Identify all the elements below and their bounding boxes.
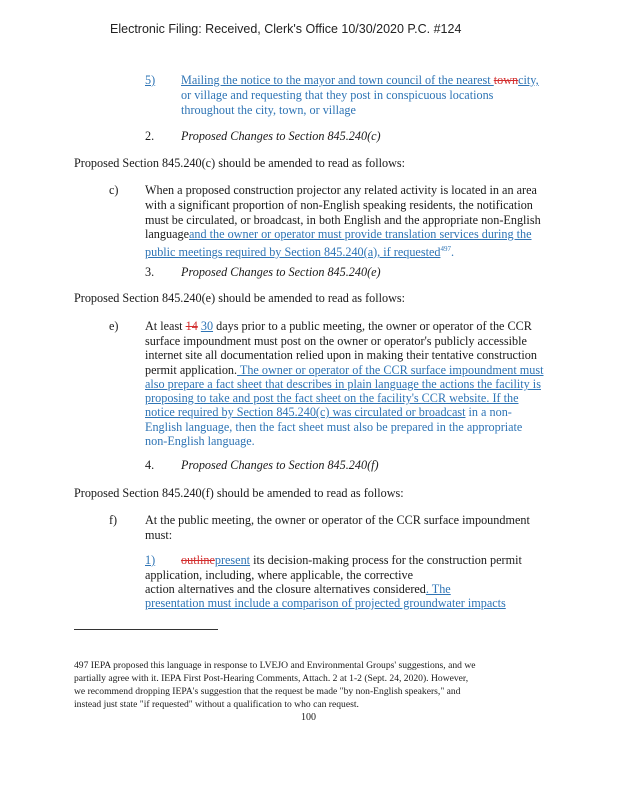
f1-inserted-present: present: [214, 553, 251, 567]
c-l3b: -English: [499, 213, 541, 227]
heading-3-number: 3.: [145, 265, 155, 279]
f1-l1b: its decision-making process for the construction permit: [250, 553, 522, 567]
heading-2-title: Proposed Changes to Section 845.240(c): [181, 129, 381, 143]
section-c-line-2: [145, 198, 533, 213]
section-e-line-7: [145, 405, 512, 420]
item-5-line-1a: Mailing the notice to the mayor and town council of the nearest: [181, 73, 494, 87]
f1-l4b: include a comparison of projected groundwater impacts: [231, 596, 506, 610]
item-5-deleted-town: town: [493, 73, 519, 87]
section-c-line-5: [145, 242, 454, 260]
item-5-line-3: throughout the city, town, or village: [181, 103, 356, 117]
item-f1-line-3: [145, 582, 451, 597]
section-f-line-1: [145, 513, 530, 528]
section-e-line-1: [145, 319, 532, 334]
f1-l3b: and the closure alternatives considered: [234, 582, 426, 596]
footnote-separator: [74, 629, 218, 630]
e-l1b: days prior to a public meeting,: [213, 319, 366, 333]
item-5-number: 5): [145, 73, 156, 87]
item-f1-line-4: [145, 596, 506, 611]
f-l1b: of the CCR surface impoundment: [362, 513, 530, 527]
section-e-line-5: also prepare a fact sheet that describes in plain language the actions the facility is: [145, 377, 541, 391]
item-f1-number: 1): [145, 553, 156, 567]
e-l7b: in a non-: [465, 405, 512, 419]
c-l3a: must be circulated, or broadcast, in both English and the appropriate non: [145, 213, 500, 227]
c-l5b: .: [450, 245, 455, 260]
e-inserted-30: 30: [200, 319, 214, 333]
e-l1c: the owner or operator of the CCR: [365, 319, 532, 333]
section-e-line-4: [145, 363, 544, 378]
c-l4a: language: [145, 227, 189, 241]
section-e-line-3: internet site all documentation relied upon in making their tentative construction: [145, 348, 537, 362]
section-e-line-2: surface impoundment must post on the owner or operator's publicly accessible: [145, 334, 527, 348]
section-e-label: e): [109, 319, 119, 333]
e-deleted-14: 14: [185, 319, 198, 333]
section-f-label: f): [109, 513, 118, 527]
section-c-label: c): [109, 183, 119, 197]
f1-l4a: presentation must: [145, 596, 232, 610]
f1-l3c-inserted: . The: [425, 582, 451, 596]
filing-header: Electronic Filing: Received, Clerk's Office 10/30/2020 P.C. #124: [110, 22, 462, 36]
e-l4a: permit application.: [145, 363, 238, 377]
footnote-line-4: instead just state "if requested" without a qualification to who can request.: [74, 699, 359, 710]
item-5-line-1: [181, 73, 539, 88]
item-f1-line-2: application, including, where applicable, the corrective: [145, 568, 414, 582]
section-f-line-2: must:: [145, 528, 173, 542]
f1-l3a: action alternatives: [145, 582, 234, 596]
paragraph-3: Proposed Section 845.240(e) should be amended to read as follows:: [74, 291, 406, 305]
c-l5a-inserted: public meetings required by Section 845.240(a), if requested: [145, 245, 441, 260]
section-e-line-6: proposing to take and post the fact sheet on the facility's CCR website. If the: [145, 391, 519, 405]
f1-deleted-outline: outline: [181, 553, 215, 567]
footnote-line-3: we recommend dropping IEPA's suggestion that the request be made "by non-English speakers," and: [74, 686, 461, 697]
section-c-line-4: [145, 227, 532, 242]
footnote-line-2: partially agree with it. IEPA First Post-Hearing Comments, Attach. 2 at 1-2 (Sept. 24, 2020). However,: [74, 673, 469, 684]
heading-4-title: Proposed Changes to Section 845.240(f): [181, 458, 379, 472]
footnote-line-1: 497 IEPA proposed this language in response to LVEJO and Environmental Groups' suggestions, and we: [74, 660, 476, 671]
item-5-inserted-city: city,: [518, 73, 539, 87]
c-l1b: or any related activity is located in an area: [330, 183, 537, 197]
item-5-line-2: or village and requesting that they post in conspicuous locations: [181, 88, 494, 102]
c-l4b-inserted: and the owner or operator must provide translation services during the: [189, 227, 532, 241]
item-f1-line-1: [181, 553, 522, 568]
f-l1a: At the public meeting, the owner or operator: [145, 513, 363, 527]
page-number: 100: [301, 712, 316, 723]
heading-2-number: 2.: [145, 129, 155, 143]
heading-3-title: Proposed Changes to Section 845.240(e): [181, 265, 381, 279]
section-c-line-1: [145, 183, 537, 198]
section-c-line-3: [145, 213, 541, 228]
c-l2a: with a significant proportion of non-: [145, 198, 323, 212]
e-l7a: notice required by Section 845.240(c) was circulated or broadcast: [145, 405, 466, 419]
footnote-ref-497[interactable]: 497: [440, 245, 451, 253]
paragraph-2: Proposed Section 845.240(c) should be amended to read as follows:: [74, 156, 406, 170]
e-l1a: At least: [145, 319, 186, 333]
e-l4b-inserted: The owner or operator of the CCR surface impoundment must: [237, 363, 544, 377]
section-e-line-8: English language, then the fact sheet must also be prepared in the appropriate: [145, 420, 523, 434]
c-l2b: English speaking residents, the notification: [322, 198, 533, 212]
section-e-line-9: non-English language.: [145, 434, 255, 448]
paragraph-4: Proposed Section 845.240(f) should be amended to read as follows:: [74, 486, 404, 500]
c-l1a: When a proposed construction project: [145, 183, 331, 197]
heading-4-number: 4.: [145, 458, 155, 472]
